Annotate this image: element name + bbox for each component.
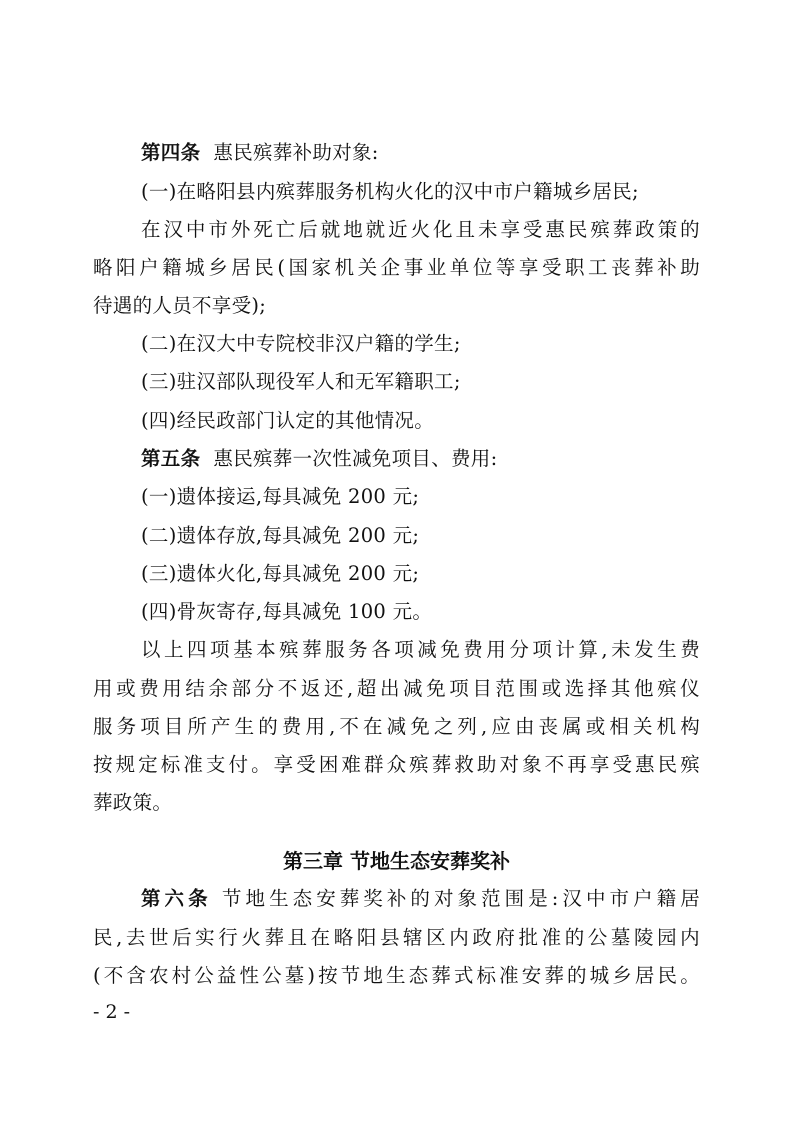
- article6-line-2: 民,去世后实行火葬且在略阳县辖区内政府批准的公墓陵园内: [93, 926, 700, 949]
- article4-item2: (二)在汉大中专院校非汉户籍的学生;: [141, 332, 461, 355]
- article5-item-3: (三)遗体火化,每具减免 200 元;: [141, 562, 420, 585]
- article4-title: 惠民殡葬补助对象:: [213, 141, 379, 164]
- article5-paragraph-line-5: 葬政策。: [93, 791, 173, 814]
- article5-title: 惠民殡葬一次性减免项目、费用:: [213, 447, 498, 470]
- article4-item1-cont-1: 在汉中市外死亡后就地就近火化且未享受惠民殡葬政策的: [141, 218, 700, 241]
- article5-item-4: (四)骨灰寄存,每具减免 100 元。: [141, 600, 433, 623]
- article5-heading-line: [141, 447, 700, 471]
- article5-paragraph-line-1: 以上四项基本殡葬服务各项减免费用分项计算,未发生费: [141, 638, 700, 661]
- article4-item1-cont-2: 略阳户籍城乡居民(国家机关企事业单位等享受职工丧葬补助: [93, 256, 700, 279]
- article5-paragraph-line-3: 服务项目所产生的费用,不在减免之列,应由丧属或相关机构: [93, 715, 700, 738]
- page-number: - 2 -: [93, 1001, 131, 1023]
- article4-item3: (三)驻汉部队现役军人和无军籍职工;: [141, 370, 461, 393]
- article6-line-1: [141, 887, 700, 911]
- article5-paragraph-line-2: 用或费用结余部分不返还,超出减免项目范围或选择其他殡仪: [93, 677, 700, 700]
- article5-item-2: (二)遗体存放,每具减免 200 元;: [141, 524, 420, 547]
- article6-line-3: (不含农村公益性公墓)按节地生态葬式标准安葬的城乡居民。: [93, 964, 700, 987]
- article4-item4: (四)经民政部门认定的其他情况。: [141, 409, 435, 432]
- article4-item1-cont-3: 待遇的人员不享受);: [93, 294, 267, 317]
- article4-heading-line: [141, 141, 700, 165]
- article5-heading: 第五条: [141, 447, 201, 470]
- article4-item1: (一)在略阳县内殡葬服务机构火化的汉中市户籍城乡居民;: [141, 180, 639, 203]
- article4-heading: 第四条: [141, 141, 201, 164]
- article6-text-1: 节地生态安葬奖补的对象范围是:汉中市户籍居: [221, 887, 701, 910]
- article5-paragraph-line-4: 按规定标准支付。享受困难群众殡葬救助对象不再享受惠民殡: [93, 753, 700, 776]
- article6-heading: 第六条: [141, 887, 212, 910]
- chapter3-title: 第三章 节地生态安葬奖补: [283, 849, 510, 873]
- article5-item-1: (一)遗体接运,每具减免 200 元;: [141, 485, 420, 508]
